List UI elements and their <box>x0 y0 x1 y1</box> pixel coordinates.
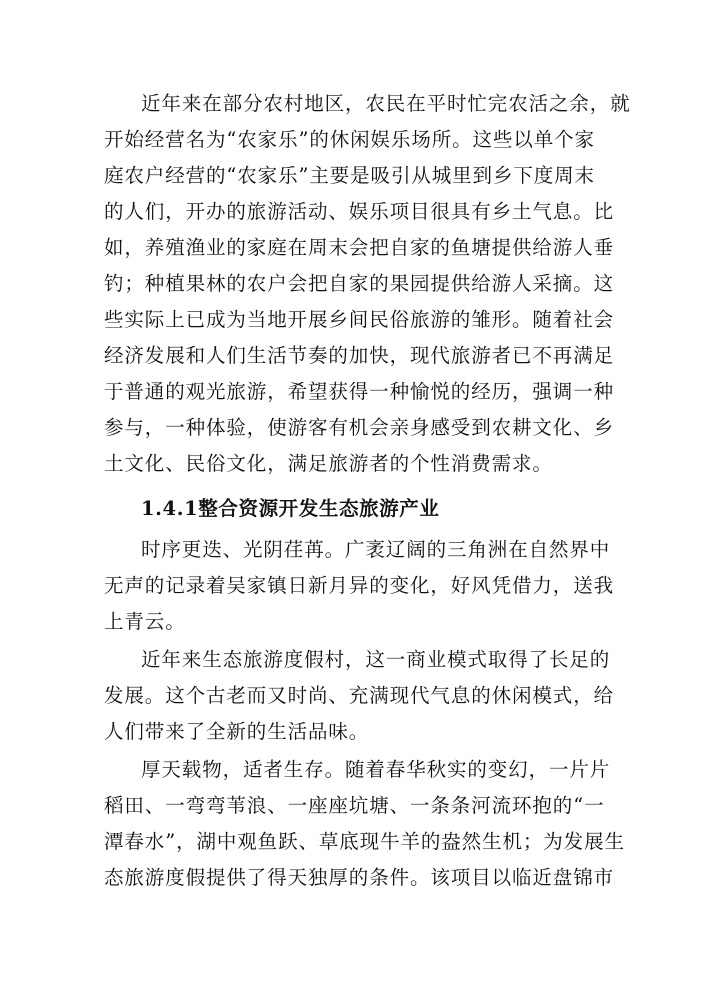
paragraph-line: 经济发展和人们生活节奏的加快，现代旅游者已不再满足 <box>104 344 615 367</box>
paragraph-line: 上青云。 <box>104 610 186 633</box>
paragraph-line: 参与，一种体验，使游客有机会亲身感受到农耕文化、乡 <box>104 416 615 439</box>
paragraph-line: 如，养殖渔业的家庭在周末会把自家的鱼塘提供给游人垂 <box>104 236 615 259</box>
paragraph-line: 的人们，开办的旅游活动、娱乐项目很具有乡土气息。比 <box>104 200 615 223</box>
paragraph-line: 稻田、一弯弯苇浪、一座座坑塘、一条条河流环抱的“一 <box>104 794 605 817</box>
paragraph-line: 潭春水”，湖中观鱼跃、草底现牛羊的盎然生机；为发展生 <box>104 830 625 853</box>
paragraph-line: 庭农户经营的“农家乐”主要是吸引从城里到乡下度周末 <box>104 164 595 187</box>
section-heading: 1.4.1整合资源开发生态旅游产业 <box>141 497 440 520</box>
paragraph-line: 发展。这个古老而又时尚、充满现代气息的休闲模式，给 <box>104 684 615 707</box>
paragraph-line: 开始经营名为“农家乐”的休闲娱乐场所。这些以单个家 <box>104 128 595 151</box>
paragraph-line: 时序更迭、光阴荏苒。广袤辽阔的三角洲在自然界中 <box>141 538 611 561</box>
paragraph-line: 人们带来了全新的生活品味。 <box>104 720 370 743</box>
paragraph-line: 土文化、民俗文化，满足旅游者的个性消费需求。 <box>104 452 553 475</box>
paragraph-line: 厚天载物，适者生存。随着春华秋实的变幻，一片片 <box>141 758 611 781</box>
paragraph-line: 些实际上已成为当地开展乡间民俗旅游的雏形。随着社会 <box>104 308 615 331</box>
paragraph-line: 近年来生态旅游度假村，这一商业模式取得了长足的 <box>141 648 611 671</box>
paragraph-line: 钓；种植果林的农户会把自家的果园提供给游人采摘。这 <box>104 272 615 295</box>
paragraph-line: 于普通的观光旅游，希望获得一种愉悦的经历，强调一种 <box>104 380 615 403</box>
paragraph-line: 近年来在部分农村地区，农民在平时忙完农活之余，就 <box>141 92 631 115</box>
paragraph-line: 无声的记录着吴家镇日新月异的变化，好风凭借力，送我 <box>104 574 615 597</box>
paragraph-line: 态旅游度假提供了得天独厚的条件。该项目以临近盘锦市 <box>104 866 615 889</box>
